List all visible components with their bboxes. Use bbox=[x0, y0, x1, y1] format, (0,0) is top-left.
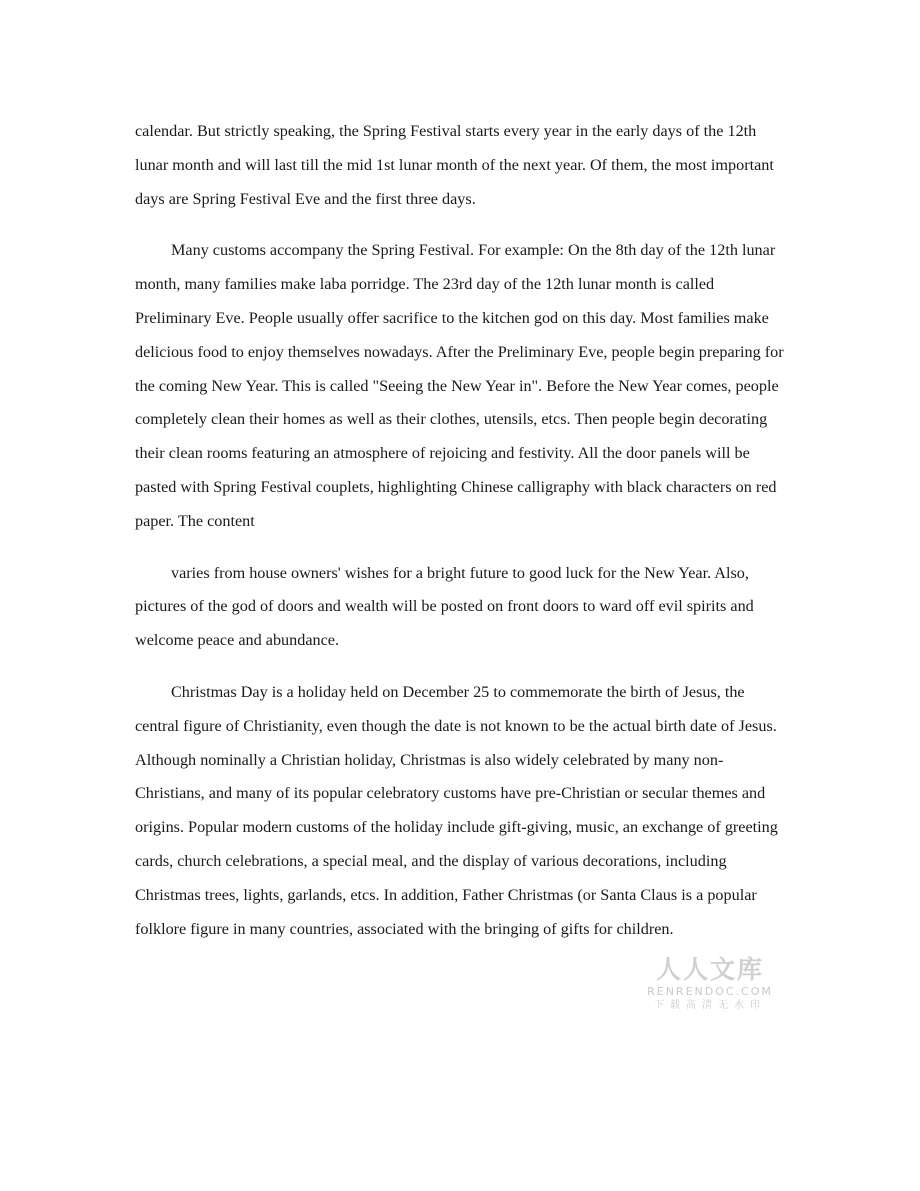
watermark-url: RENRENDOC.COM bbox=[647, 985, 773, 998]
paragraph-christmas-day: Christmas Day is a holiday held on December 25 to commemorate the birth of Jesus, the central figure of Christianity, even though the date is not known to be the actual birth date of Jesus. Although nominally a Christian holiday, Christmas is also widely celebrated by many non-Christians, and many of its popular celebratory customs have pre-Christian or secular themes and origins. Popular modern customs of the holiday include gift-giving, music, an exchange of greeting cards, church celebrations, a special meal, and the display of various decorations, including Christmas trees, lights, garlands, etcs. In addition, Father Christmas (or Santa Claus is a popular folklore figure in many countries, associated with the bringing of gifts for children. bbox=[135, 682, 778, 938]
paragraph-calendar-continuation: calendar. But strictly speaking, the Spring Festival starts every year in the early days of the 12th lunar month and will last till the mid 1st lunar month of the next year. Of them, the most important days are Spring Festival Eve and the first three days. bbox=[135, 122, 774, 208]
paragraph-spring-festival-customs: Many customs accompany the Spring Festival. For example: On the 8th day of the 12th lunar month, many families make laba porridge. The 23rd day of the 12th lunar month is called Preliminary Eve. People usually offer sacrifice to the kitchen god on this day. Most families make delicious food to enjoy themselves nowadays. After the Preliminary Eve, people begin preparing for the coming New Year. This is called "Seeing the New Year in". Before the New Year comes, people completely clean their homes as well as their clothes, utensils, etcs. Then people begin decorating their clean rooms featuring an atmosphere of rejoicing and festivity. All the door panels will be pasted with Spring Festival couplets, highlighting Chinese calligraphy with black characters on red paper. The content bbox=[135, 241, 784, 530]
paragraph-couplet-content: varies from house owners' wishes for a bright future to good luck for the New Year. Also, pictures of the god of doors and wealth will be posted on front doors to ward off evil spirits and welcome peace and abundance. bbox=[135, 563, 754, 650]
watermark-tagline: 下载高清无水印 bbox=[654, 1000, 766, 1011]
document-body bbox=[135, 115, 785, 964]
watermark-brand: 人人文库 bbox=[655, 955, 764, 984]
